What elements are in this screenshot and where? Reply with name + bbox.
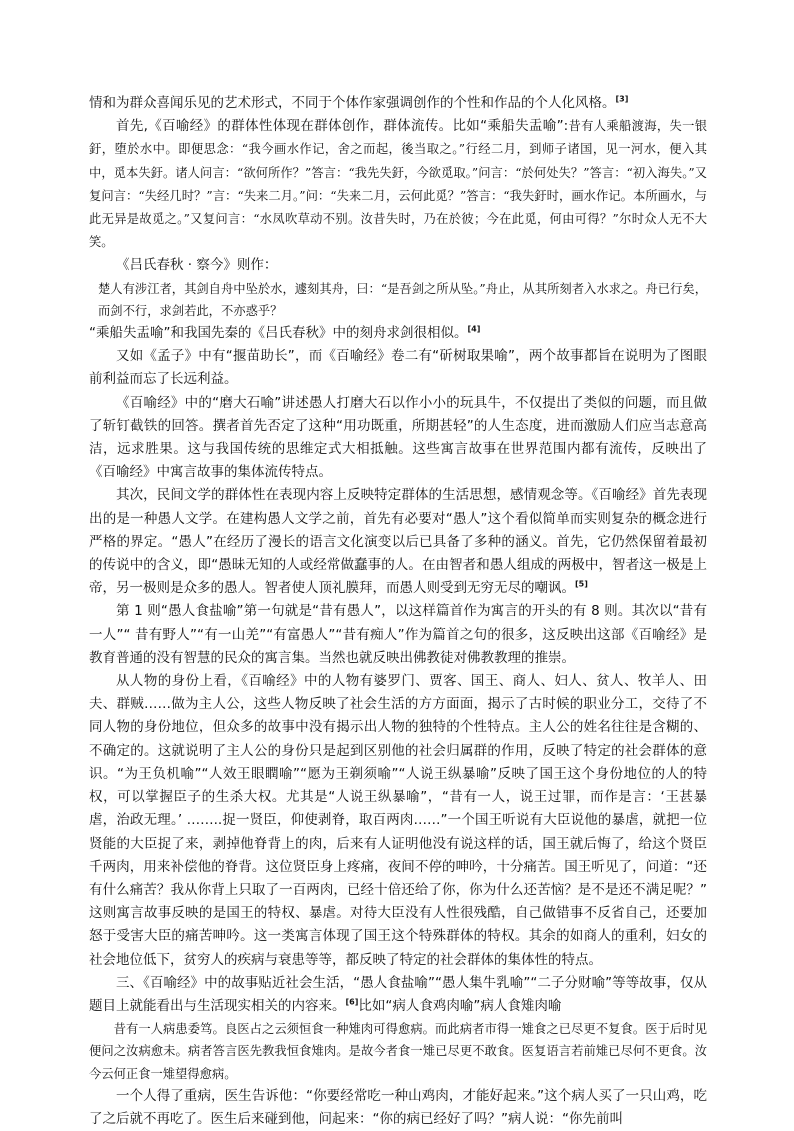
paragraph-10: 三、《百喻经》中的故事贴近社会生活，“愚人食盐喻”“愚人集牛乳喻”“二子分财喻”等等故事，仅从题目上就能看出与生活现实相关的内容来。[6]比如“病人食鸡肉喻”病人食雉肉喻 <box>89 974 707 1014</box>
paragraph-5: 又如《孟子》中有“揠苗助长”，而《百喻经》卷二有“斫树取果喻”，两个故事都旨在说明为了图眼前利益而忘了长远利益。 <box>89 348 707 388</box>
citation-3: [3] <box>615 94 629 104</box>
citation-6: [6] <box>345 997 359 1007</box>
citation-5: [5] <box>575 579 588 589</box>
quote-pheasant-story: 昔有一人病患委笃。良医占之云须恒食一种雉肉可得愈病。而此病者市得一雉食之已尽更不复食。医于后时见便问之汝病愈未。病者答言医先教我恒食雉肉。是故今者食一雉已尽更不敢食。医复语言若前雉已尽何不更食。汝今云何正食一雉望得愈病。 <box>89 1022 707 1081</box>
quote-boat-story: 昔有人乘船渡海，失一银釪，堕於水中。即便思念：“我今画水作记，舍之而起，後当取之。”行经二月，到师子诸国，见一河水，便入其中，觅本失釪。诸人问言：“欲何所作？”答言：“我先失釪，今欲觅取。”问言：“於何处失？”答言：“初入海失。”又复问言：“失经几时？”言：“失来二月。”问：“失来二月，云何此觅？”答言：“我失釪时，画水作记。本所画水，与此无异是故觅之。”又复问言：“水凤吹草动不别。汝昔失时，乃在於彼；今在此觅，何由可得？”尔时众人无不大笑。 <box>89 119 707 250</box>
paragraph-2: 首先,《百喻经》的群体性体现在群体创作，群体流传。比如“乘船失盂喻”:昔有人乘船渡海，失一银釪，堕於水中。即便思念：“我今画水作记，舍之而起，後当取之。”行经二月，到师子诸国，见一河水，便入其中，觅本失釪。诸人问言：“欲何所作？”答言：“我先失釪，今欲觅取。”问言：“於何处失？”答言：“初入海失。”又复问言：“失经几时？”言：“失来二月。”问：“失来二月，云何此觅？”答言：“我失釪时，画水作记。本所画水，与此无异是故觅之。”又复问言：“水凤吹草动不别。汝昔失时，乃在於彼；今在此觅，何由可得？”尔时众人无不大笑。 <box>89 118 707 250</box>
paragraph-7: 其次，民间文学的群体性在表现内容上反映特定群体的生活思想，感情观念等。《百喻经》首先表现出的是一种愚人文学。在建构愚人文学之前，首先有必要对“愚人”这个看似简单而实则复杂的概念进行严格的界定。“愚人”在经历了漫长的语言文化演变以后已具备了多种的涵义。首先，它仍然保留着最初的传说中的含义，即“愚昧无知的人或经常做蠢事的人。在由智者和愚人组成的两极中，智者这一极是上帝，另一极则是众多的愚人。智者使人顶礼膜拜，而愚人则受到无穷无尽的嘲讽。[5] <box>89 487 707 597</box>
paragraph-1: 情和为群众喜闻乐见的艺术形式，不同于个体作家强调创作的个性和作品的个人化风格。[3] <box>89 94 629 111</box>
paragraph-8: 第 1 则“愚人食盐喻”第一句就是“昔有愚人”，以这样篇首作为寓言的开头的有 8 则。其次以“昔有一人”“ 昔有野人”“有一山羌”“有富愚人”“昔有痴人”作为篇首之句的很多，这反映出这部《百喻经》是教育普通的没有智慧的民众的寓言集。当然也就反映出佛教徒对佛教教理的推崇。 <box>89 603 707 666</box>
paragraph-4: “乘船失盂喻”和我国先秦的《吕氏春秋》中的刻舟求剑很相似。[4] <box>89 324 481 342</box>
paragraph-9: 从人物的身份上看，《百喻经》中的人物有婆罗门、贾客、国王、商人、妇人、贫人、牧羊人、田夫、群贼……做为主人公，这些人物反映了社会生活的方方面面，揭示了古时候的职业分工，交待了不同人物的身份地位，但众多的故事中没有揭示出人物的独特的个性特点。主人公的姓名往往是含糊的、不确定的。这就说明了主人公的身份只是起到区别他的社会归属群的作用，反映了特定的社会群体的意识。“为王负机喻”“人效王眼瞤喻”“愿为王剃须喻”“人说王纵暴喻”反映了国王这个身份地位的人的特权，可以掌握臣子的生杀大权。尤其是“人说王纵暴喻”，“昔有一人，说王过罪，而作是言：‘王甚暴虐，治政无理。’ ……..捉一贤臣，仰使剥脊，取百两肉……”一个国王听说有大臣说他的暴虐，就把一位贤能的大臣捉了来，剥掉他脊背上的肉，后来有人证明他没有说这样的话，国王就后悔了，给这个贤臣千两肉，用来补偿他的脊背。这位贤臣身上疼痛，夜间不停的呻吟，十分痛苦。国王听见了，问道：“还有什么痛苦？我从你背上只取了一百两肉，已经十倍还给了你，你为什么还苦恼？是不是还不满足呢？” 这则寓言故事反映的是国王的特权、暴虐。对待大臣没有人性很残酷，自己做错事不反省自己，还要加怒于受害大臣的痛苦呻吟。这一类寓言体现了国王这个特殊群体的特权。其余的如商人的重利，妇女的社会地位低下，贫穷人的疾病与衰患等等，都反映了特定的社会群体的集体性的特点。 <box>89 673 707 968</box>
paragraph-11: 一个人得了重病，医生告诉他：“你要经常吃一种山鸡肉，才能好起来。”这个病人买了一只山鸡，吃了之后就不再吃了。医生后来碰到他，问起来：“你的病已经好了吗？”病人说：“你先前叫 <box>89 1087 707 1127</box>
quote-lushi-chunqiu: 楚人有涉江者，其剑自舟中坠於水，遽刻其舟，曰：“是吾剑之所从坠。”舟止，从其所刻者入水求之。舟已行矣，而剑不行，求剑若此，不亦惑乎？ <box>98 281 707 318</box>
body-text <box>89 92 707 1131</box>
paragraph-6: 《百喻经》中的“磨大石喻”讲述愚人打磨大石以作小小的玩具牛，不仅提出了类似的问题，而且做了斩钉截铁的回答。撰者首先否定了这种“用功既重，所期甚轻”的人生态度，进而激励人们应当志意高洁，远求胜果。这与我国传统的思维定式大相抵触。这些寓言故事在世界范围内都有流传，反映出了《百喻经》中寓言故事的集体流传特点。 <box>89 394 707 481</box>
citation-4: [4] <box>467 324 481 334</box>
paragraph-3: 《吕氏春秋 · 察今》则作： <box>116 257 278 274</box>
